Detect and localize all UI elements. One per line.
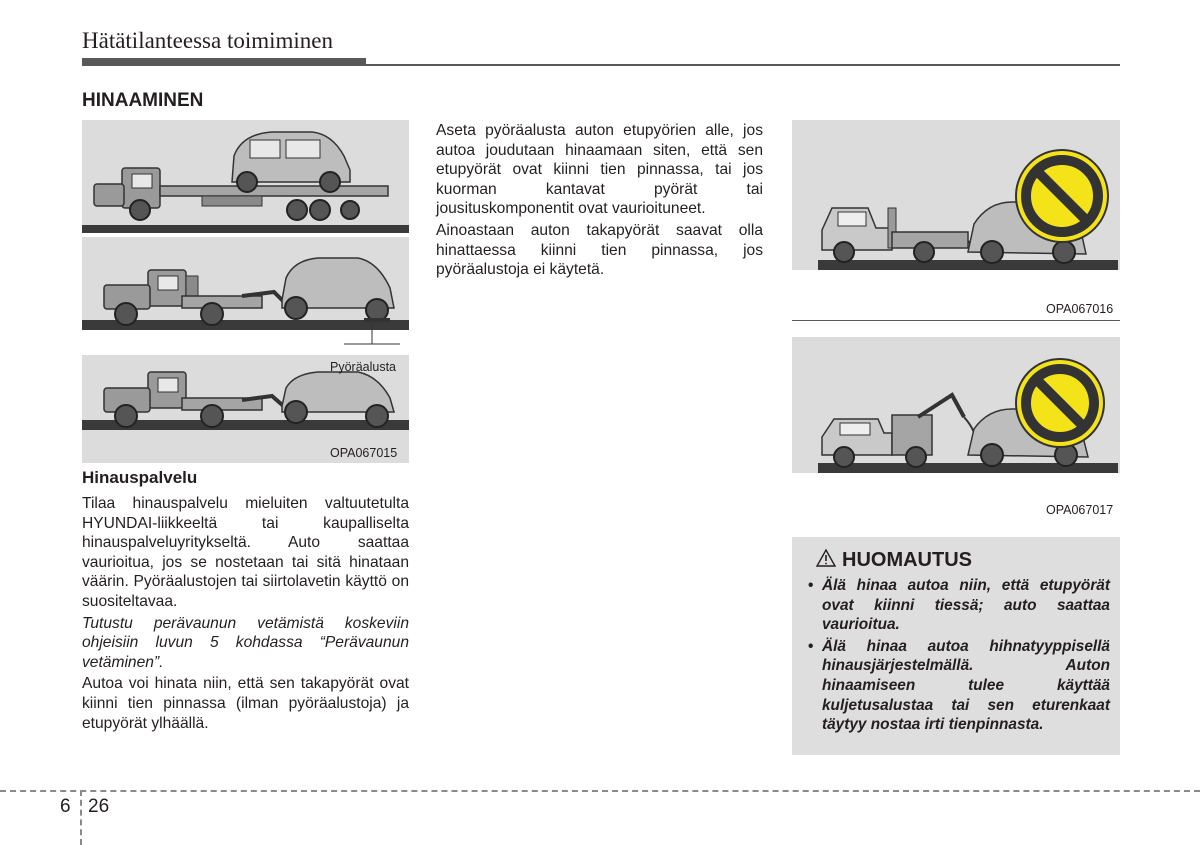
paragraph: Aseta pyöräalusta auton etupyörien alle, jos autoa joudutaan hinaamaan siten, että sen etupyörät ovat kiinni tien pinnassa, tai jos kuorman kantavat pyörät tai jousituskomponentit ovat vaurioituneet. bbox=[436, 122, 763, 218]
notice-item: • Älä hinaa autoa niin, että etupyörät ovat kiinni tiessä; auto saattaa vaurioitua. bbox=[806, 576, 1110, 635]
chapter-header: Hätätilanteessa toimiminen bbox=[82, 28, 334, 53]
page-number: 26 bbox=[88, 796, 110, 817]
chapter-number: 6 bbox=[60, 796, 71, 817]
paragraph-italic: Tutustu perävaunun vetämistä koskeviin ohjeisiin luvun 5 kohdassa “Perävaunun vetäminen”. bbox=[82, 614, 409, 671]
paragraph: Ainoastaan auton takapyörät saavat olla hinattaessa kiinni tien pinnassa, jos pyöräalustoja ei käytetä. bbox=[436, 221, 763, 279]
notice-title: HUOMAUTUS bbox=[842, 549, 972, 571]
header-rule bbox=[366, 64, 1120, 66]
paragraph: Tilaa hinauspalvelu mieluiten valtuutetulta HYUNDAI-liikkeeltä tai kaupalliselta hinauspalveluyritykseltä. Auto saattaa vaurioitua, jos se nostetaan tai sitä hinataan väärin. Pyöräalustojen tai siirtolavetin käyttö on suositeltavaa. bbox=[82, 495, 409, 610]
prohibition-sign-icon bbox=[1016, 150, 1108, 242]
figure-code: OPA067017 bbox=[1046, 503, 1114, 517]
towing-service-text bbox=[82, 494, 409, 735]
prohibition-sign-icon bbox=[1016, 359, 1104, 447]
prohibited-towing-figure-1 bbox=[792, 120, 1120, 320]
footer-rule bbox=[0, 790, 1200, 792]
notice-list bbox=[806, 576, 1110, 735]
figure-code: OPA067016 bbox=[1046, 302, 1114, 316]
prohibited-towing-figure-2 bbox=[792, 337, 1120, 524]
header-bar bbox=[82, 58, 366, 66]
towing-methods-figure bbox=[82, 120, 409, 463]
section-title: HINAAMINEN bbox=[82, 90, 204, 111]
towing-service-title: Hinauspalvelu bbox=[82, 468, 198, 487]
notice-header bbox=[816, 549, 1110, 572]
figure-divider bbox=[792, 320, 1120, 321]
figure-code: OPA067015 bbox=[330, 446, 398, 460]
notice-item: • Älä hinaa autoa hihnatyyppisellä hinausjärjestelmällä. Auton hinaamiseen tulee käyttää kuljetusalustaa tai sen eturenkaat täytyy nostaa irti tienpinnasta. bbox=[806, 637, 1110, 735]
dolly-instructions-text bbox=[436, 121, 763, 282]
footer-divider bbox=[80, 790, 82, 845]
paragraph: Autoa voi hinata niin, että sen takapyörät ovat kiinni tien pinnassa (ilman pyöräalustoja) ja etupyörät ylhäällä. bbox=[82, 675, 409, 732]
notice-box bbox=[792, 537, 1120, 755]
warning-triangle-icon bbox=[816, 549, 836, 572]
dolly-label: Pyöräalusta bbox=[330, 360, 397, 374]
